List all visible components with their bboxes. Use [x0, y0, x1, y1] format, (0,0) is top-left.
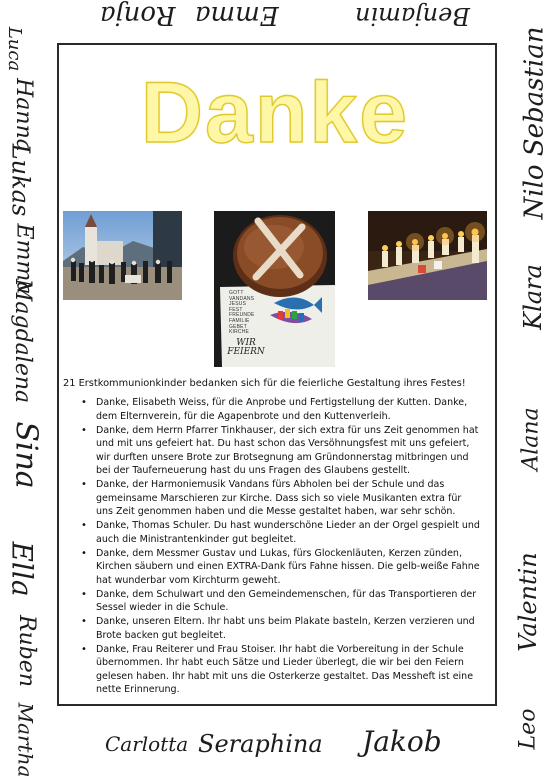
- poster-line: GOTT: [229, 290, 244, 296]
- signature-sina: Sina: [8, 421, 44, 489]
- thanks-item-harmoniemusik: • Danke, der Harmoniemusik Vandans fürs Abholen bei der Schule und das gemeinsame Marschieren zur Kirche. Dass sich so viele Musikanten extra für uns Zeit genommen haben und die Messe gestaltet haben, war sehr schön.: [96, 478, 481, 519]
- intro-text: 21 Erstkommunionkinder bedanken sich für die feierliche Gestaltung ihres Festes!: [63, 378, 466, 389]
- signature-seraphina: Seraphina: [198, 730, 323, 758]
- signature-valentin: Valentin: [513, 552, 542, 652]
- signature-klara: Klara: [518, 264, 547, 330]
- signature-leo: Leo: [515, 708, 541, 750]
- poster-caption: [226, 339, 266, 357]
- thanks-item-kutten: • Danke, Elisabeth Weiss, für die Anprobe und Fertigstellung der Kutten. Danke, dem Elternverein, für die Agapenbrote und den Kuttenverleih.: [96, 396, 481, 423]
- page-title: Danke: [140, 65, 410, 161]
- signature-ruben: Ruben: [14, 614, 40, 688]
- poster-line: VANDANS: [229, 295, 255, 302]
- thanks-item-eltern: • Danke, unseren Eltern. Ihr habt uns beim Plakate basteln, Kerzen verzieren und Brote backen gut begleitet.: [96, 615, 481, 642]
- thanks-item-lehrerinnen: • Danke, Frau Reiterer und Frau Stoiser. Ihr habt die Vorbereitung in der Schule übernommen. Ihr habt euch Sätze und Lieder überlegt, die wir bei den Feiern gelesen haben. Ihr habt mit uns die Osterkerze gestaltet. Das Messheft ist eine nette Erinnerung.: [96, 643, 481, 697]
- thanks-item-messmer: • Danke, dem Messmer Gustav und Lukas, fürs Glockenläuten, Kerzen zünden, Kirchen säubern und einen EXTRA-Dank fürs Fahne hissen. Die gelb-weiße Fahne hat wunderbar vom Kirchturm geweht.: [96, 547, 481, 588]
- signature-magdalena: Magdalena: [10, 278, 36, 404]
- poster-lines: [229, 291, 269, 336]
- signature-ronja: Ronja: [100, 0, 176, 30]
- signature-emma-top: Emma: [195, 0, 279, 30]
- poster-line: FREUNDE: [229, 312, 255, 319]
- poster-line: KIRCHE: [229, 329, 250, 336]
- signature-carlotta: Carlotta: [105, 732, 189, 756]
- altar-candles-photo: [368, 211, 487, 300]
- signature-jakob: Jakob: [362, 725, 442, 758]
- signature-emma-left: Emma: [11, 223, 37, 295]
- poster-line: GEBET: [229, 323, 247, 330]
- signature-lukas: Lukas: [6, 143, 35, 217]
- thanks-list: [96, 396, 481, 697]
- signature-luca: Luca: [4, 26, 26, 72]
- thanks-item-orgel: • Danke, Thomas Schuler. Du hast wunderschöne Lieder an der Orgel gespielt und auch die Ministrantenkinder gut begleitet.: [96, 519, 481, 546]
- signature-alana: Alana: [518, 407, 544, 471]
- signature-martha: Martha: [13, 702, 38, 778]
- poster-line: FEST: [229, 306, 243, 313]
- signature-ella: Ella: [5, 541, 39, 597]
- signature-hanna: Hanna: [10, 78, 36, 152]
- thanks-item-pfarrer: • Danke, dem Herrn Pfarrer Tinkhauser, der sich extra für uns Zeit genommen hat und mit uns gefeiert hat. Du hast schon das Versöhnungsfest mit uns gefeiert, wir durften unsere Brote zur Brotsegnung am Gründonnerstag mitbringen und bei der Tauferneuerung hast du uns Fragen des Glaubens gestellt.: [96, 424, 481, 478]
- signature-benjamin: Benjamin: [355, 2, 470, 30]
- bread-with-cross-photo: [214, 211, 335, 367]
- poster-line: FAMILIE: [229, 317, 250, 324]
- church-procession-photo: [63, 211, 182, 300]
- poster-line: JESUS: [229, 301, 247, 308]
- signature-nilo-sebastian: Nilo Sebastian: [519, 26, 550, 220]
- poster-caption-line: WIR: [236, 338, 256, 348]
- poster-caption-line: FEIERN: [227, 347, 265, 357]
- thanks-item-schulwart: • Danke, dem Schulwart und den Gemeindemenschen, für das Transportieren der Sessel wieder in die Schule.: [96, 588, 481, 615]
